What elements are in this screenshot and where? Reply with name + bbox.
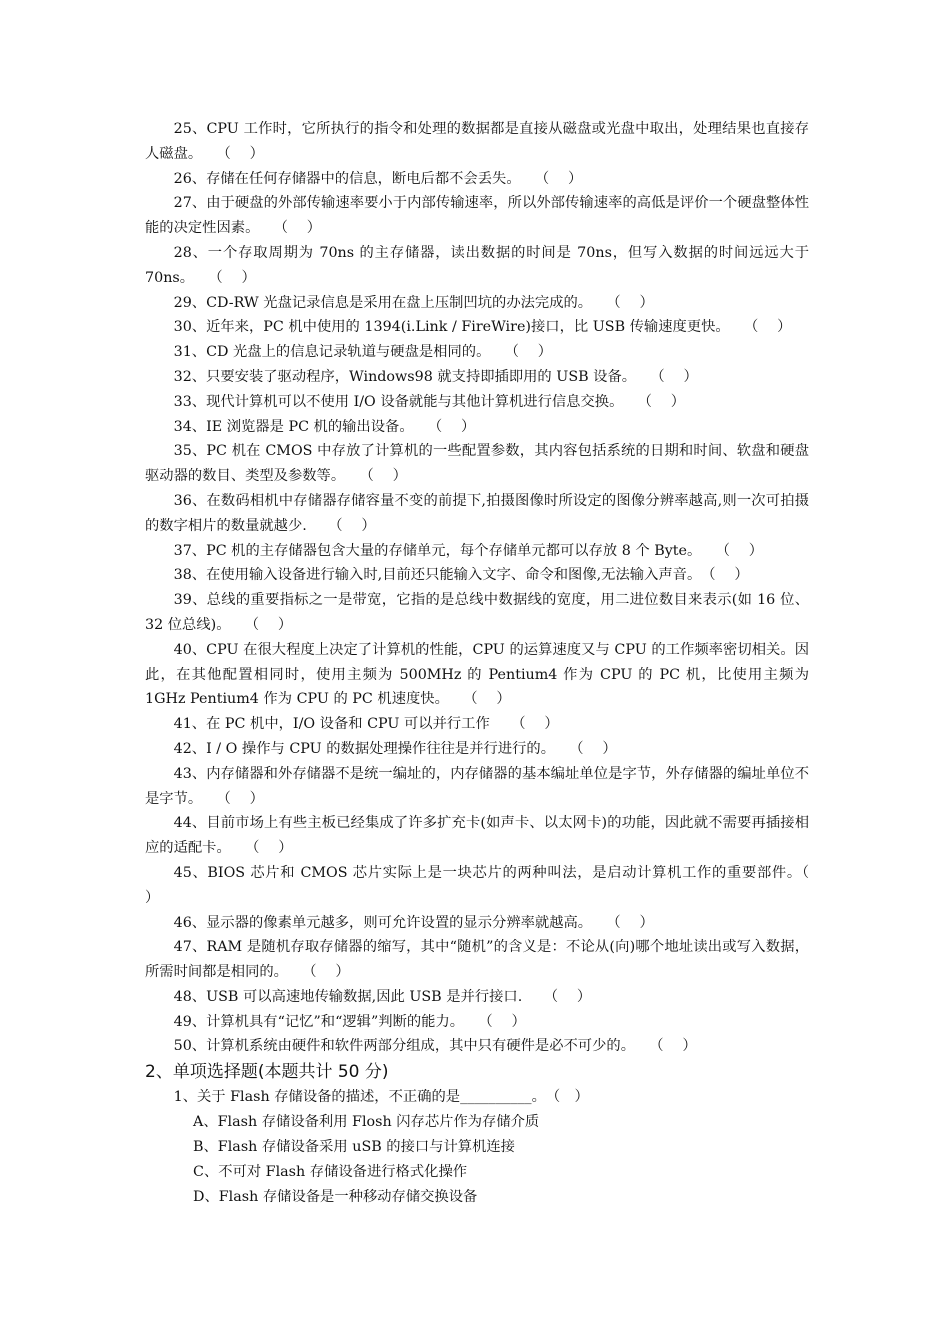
mc-option-d: D、Flash 存储设备是一种移动存储交换设备 <box>193 1189 478 1206</box>
question-38: 38、在使用输入设备进行输入时,目前还只能输入文字、命令和图像,无法输入声音。 （ ） <box>173 567 749 584</box>
question-44: 44、目前市场上有些主板已经集成了许多扩充卡(如声卡、以太网卡)的功能，因此就不需要再插接相应的适配卡。 （ ） <box>145 815 809 857</box>
question-49: 49、计算机具有“记忆”和“逻辑”判断的能力。 （ ） <box>173 1013 526 1030</box>
question-46: 46、显示器的像素单元越多，则可允许设置的显示分辨率就越高。 （ ） <box>173 914 654 931</box>
question-41: 41、在 PC 机中，I/O 设备和 CPU 可以并行工作 （ ） <box>173 716 559 733</box>
mc-option-b: B、Flash 存储设备采用 uSB 的接口与计算机连接 <box>193 1139 515 1156</box>
question-33: 33、现代计算机可以不使用 I/O 设备就能与其他计算机进行信息交换。 （ ） <box>173 393 686 410</box>
question-45: 45、BIOS 芯片和 CMOS 芯片实际上是一块芯片的两种叫法，是启动计算机工作的重要部件。（ ） <box>145 864 828 906</box>
question-35: 35、PC 机在 CMOS 中存放了计算机的一些配置参数，其内容包括系统的日期和时间、软盘和硬盘驱动器的数目、类型及参数等。 （ ） <box>145 443 809 485</box>
mc-question-1: 1、关于 Flash 存储设备的描述，不正确的是__________。 （ ） <box>173 1089 589 1106</box>
question-29: 29、CD-RW 光盘记录信息是采用在盘上压制凹坑的办法完成的。 （ ） <box>173 294 654 311</box>
question-37: 37、PC 机的主存储器包含大量的存储单元，每个存储单元都可以存放 8 个 Byte。 （ ） <box>173 542 764 559</box>
question-39: 39、总线的重要指标之一是带宽，它指的是总线中数据线的宽度，用二进位数目来表示(如 16 位、32 位总线)。 （ ） <box>145 592 809 633</box>
question-28: 28、一个存取周期为 70ns 的主存储器，读出数据的时间是 70ns，但写入数据的时间远远大于 70ns。 （ ） <box>145 244 814 286</box>
question-32: 32、只要安装了驱动程序，Windows98 就支持即插即用的 USB 设备。 （ ） <box>173 368 698 385</box>
question-27: 27、由于硬盘的外部传输速率要小于内部传输速率，所以外部传输速率的高低是评价一个硬盘整体性能的决定性因素。 （ ） <box>145 195 809 237</box>
question-43: 43、内存储器和外存储器不是统一编址的，内存储器的基本编址单位是字节，外存储器的编址单位不是字节。 （ ） <box>145 765 809 807</box>
question-42: 42、I / O 操作与 CPU 的数据处理操作往往是并行进行的。 （ ） <box>173 740 617 757</box>
question-25: 25、CPU 工作时，它所执行的指令和处理的数据都是直接从磁盘或光盘中取出，处理结果也直接存人磁盘。 （ ） <box>145 121 809 162</box>
question-31: 31、CD 光盘上的信息记录轨道与硬盘是相同的。 （ ） <box>173 344 553 361</box>
question-48: 48、USB 可以高速地传输数据,因此 USB 是并行接口. （ ） <box>173 988 592 1005</box>
document-content <box>145 117 828 1210</box>
question-36: 36、在数码相机中存储器存储容量不变的前提下,拍摄图像时所设定的图像分辨率越高,则一次可拍摄的数字相片的数量就越少. （ ） <box>145 492 809 534</box>
question-40: 40、CPU 在很大程度上决定了计算机的性能，CPU 的运算速度又与 CPU 的工作频率密切相关。因此，在其他配置相同时，使用主频为 500MHz 的 Pentium4 作为 CPU 的 PC 机，比使用主频为 1GHz Pentium4 作为 CPU 的 PC 机速度快。 （ ） <box>145 641 814 708</box>
question-50: 50、计算机系统由硬件和软件两部分组成，其中只有硬件是必不可少的。 （ ） <box>173 1038 697 1055</box>
mc-option-c: C、不可对 Flash 存储设备进行格式化操作 <box>193 1164 468 1181</box>
question-26: 26、存储在任何存储器中的信息，断电后都不会丢失。 （ ） <box>173 170 583 187</box>
question-47: 47、RAM 是随机存取存储器的缩写，其中“随机”的含义是：不论从(向)哪个地址读出或写入数据，所需时间都是相同的。 （ ） <box>145 939 809 981</box>
mc-option-a: A、Flash 存储设备利用 Flosh 闪存芯片作为存储介质 <box>193 1114 540 1131</box>
section-title: 2、单项选择题(本题共计 50 分) <box>145 1062 389 1083</box>
question-34: 34、IE 浏览器是 PC 机的输出设备。 （ ） <box>173 418 476 435</box>
question-30: 30、近年来，PC 机中使用的 1394(i.Link / FireWire)接口，比 USB 传输速度更快。 （ ） <box>173 319 792 336</box>
